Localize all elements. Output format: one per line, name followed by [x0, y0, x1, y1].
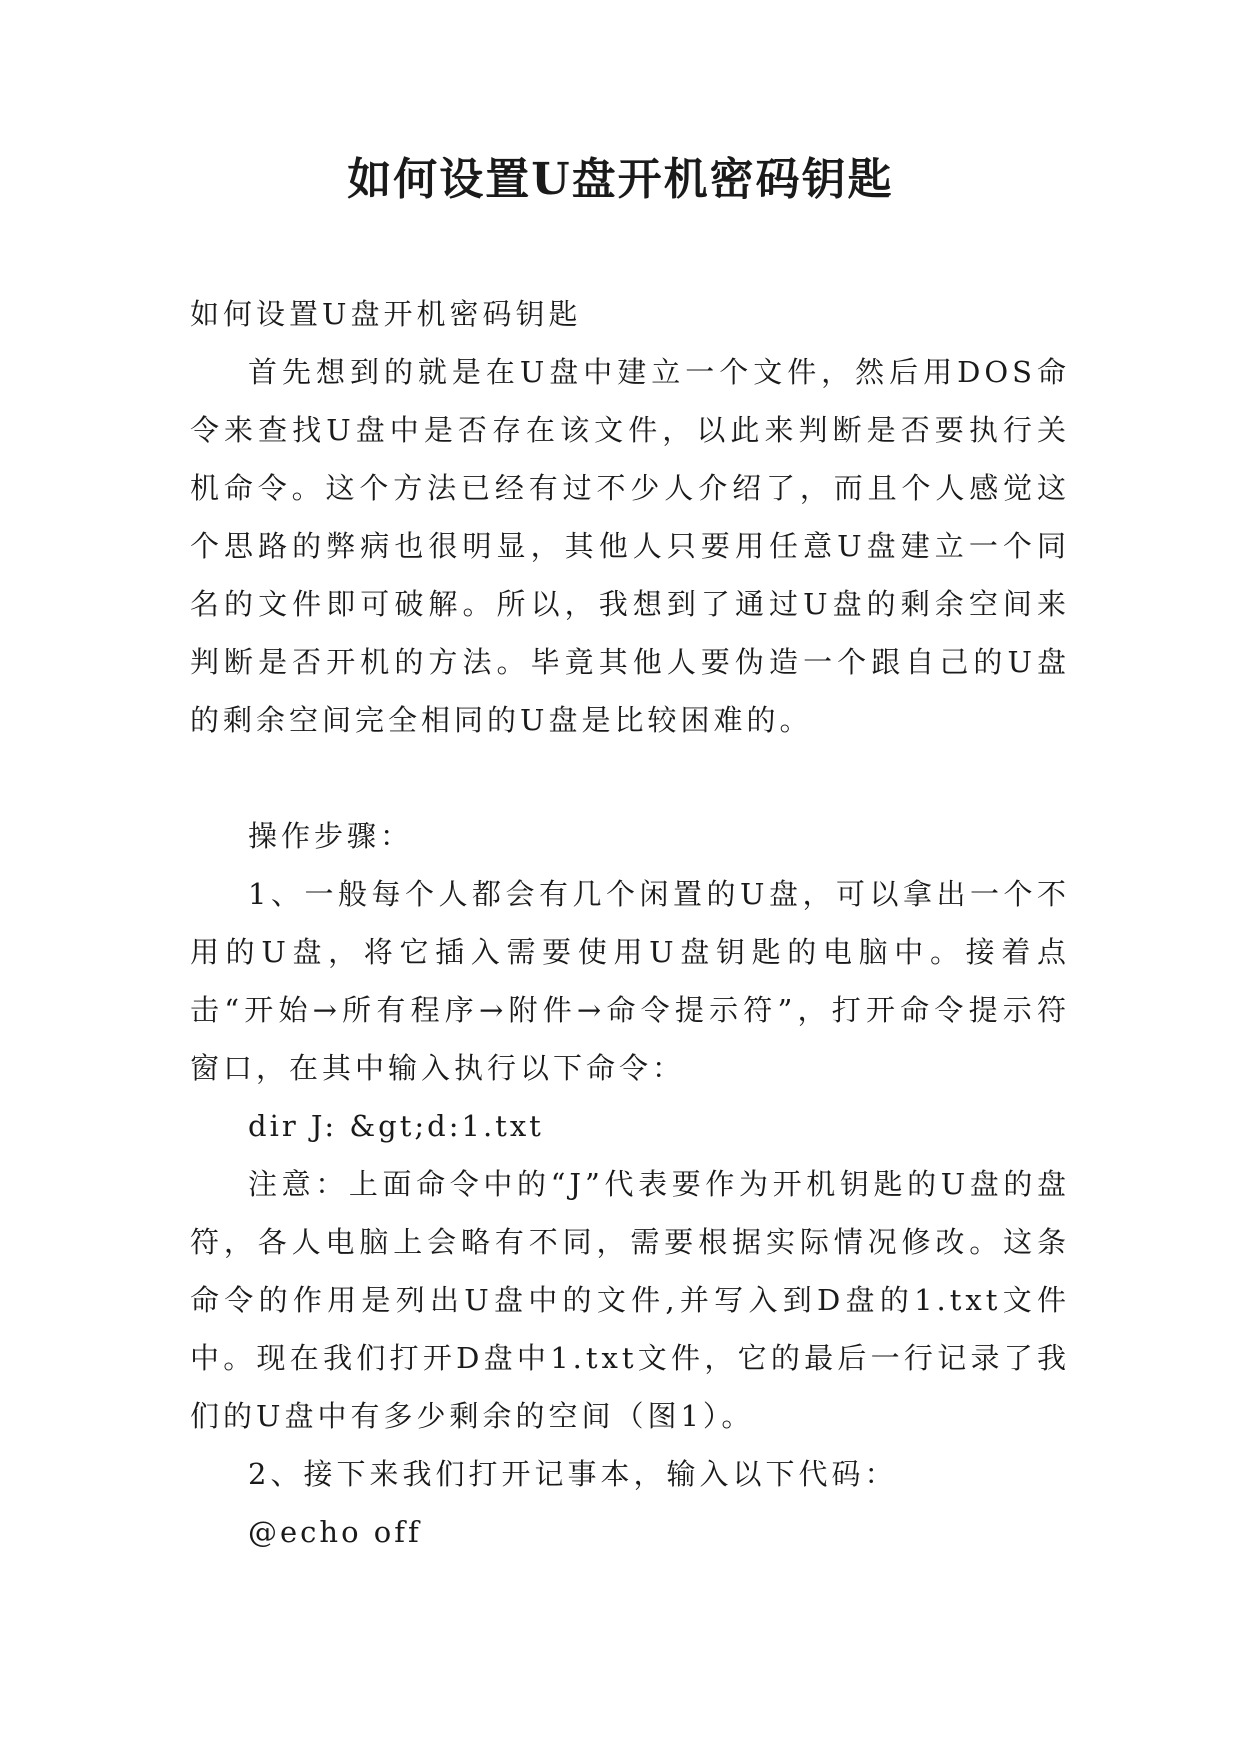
paragraph-spacer — [190, 749, 1070, 807]
command-line-1: dir J: &gt;d:1.txt — [248, 1109, 544, 1143]
document-title: 如何设置U盘开机密码钥匙 — [347, 154, 894, 205]
document-body — [190, 285, 1070, 1561]
code-line-1: @echo off — [248, 1515, 422, 1549]
step-1-paragraph: 1、一般每个人都会有几个闲置的U盘，可以拿出一个不用的U盘，将它插入需要使用U盘钥匙的电脑中。接着点击“开始→所有程序→附件→命令提示符”，打开命令提示符窗口，在其中输入执行以下命令： — [190, 877, 1070, 1085]
document-subtitle: 如何设置U盘开机密码钥匙 — [190, 297, 582, 331]
note-paragraph: 注意：上面命令中的“J”代表要作为开机钥匙的U盘的盘符，各人电脑上会略有不同，需要根据实际情况修改。这条命令的作用是列出U盘中的文件,并写入到D盘的1.txt文件中。现在我们打开D盘中1.txt文件，它的最后一行记录了我们的U盘中有多少剩余的空间（图1）。 — [190, 1167, 1070, 1433]
step-2-paragraph: 2、接下来我们打开记事本，输入以下代码： — [248, 1457, 898, 1491]
intro-paragraph: 首先想到的就是在U盘中建立一个文件，然后用DOS命令来查找U盘中是否存在该文件，以此来判断是否要执行关机命令。这个方法已经有过不少人介绍了，而且个人感觉这个思路的弊病也很明显，其他人只要用任意U盘建立一个同名的文件即可破解。所以，我想到了通过U盘的剩余空间来判断是否开机的方法。毕竟其他人要伪造一个跟自己的U盘的剩余空间完全相同的U盘是比较困难的。 — [190, 355, 1070, 737]
steps-heading: 操作步骤： — [248, 819, 414, 853]
